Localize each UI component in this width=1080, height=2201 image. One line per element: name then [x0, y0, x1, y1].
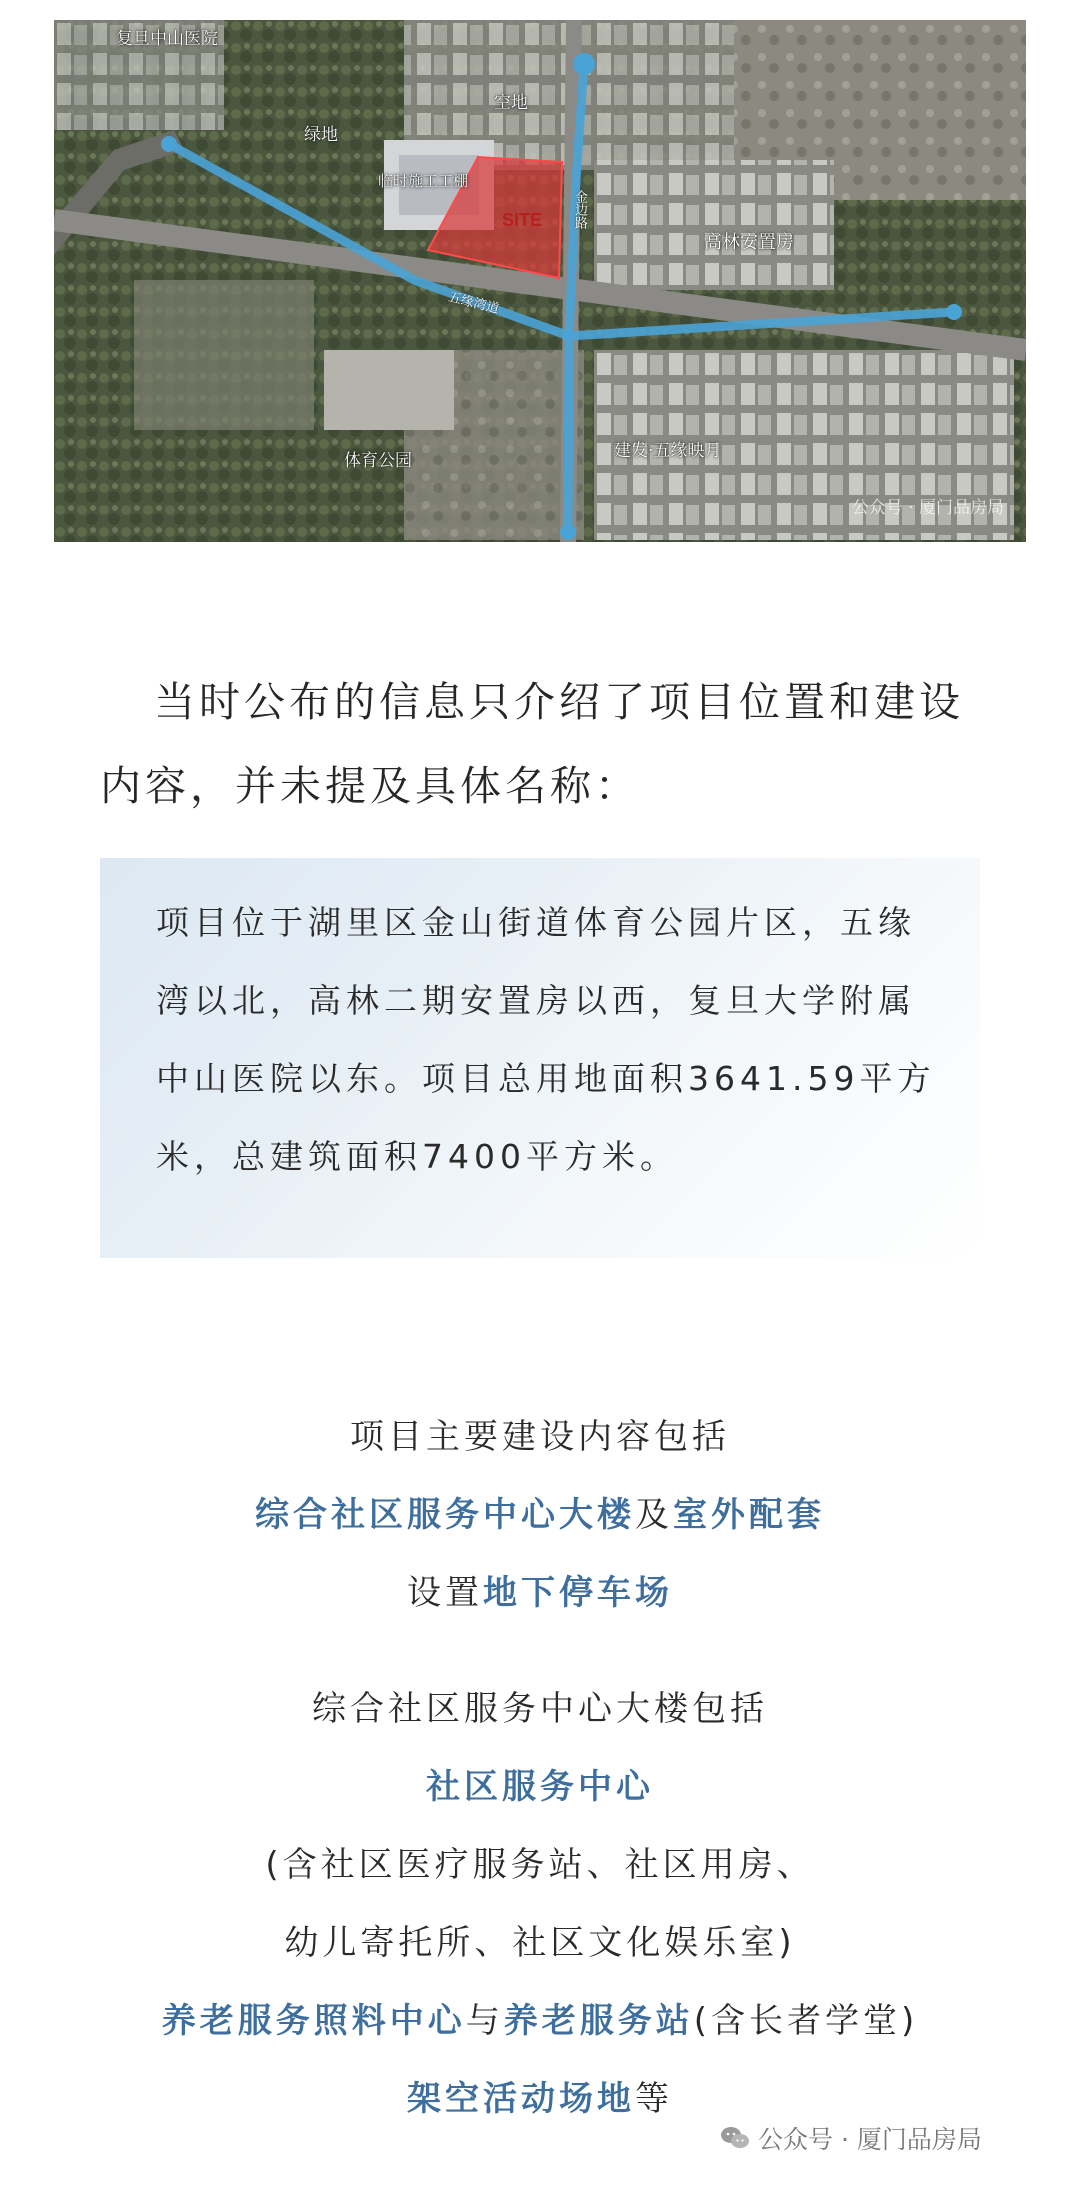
map-label-green-space: 绿地 — [304, 125, 338, 145]
quote-text: 项目位于湖里区金山街道体育公园片区，五缘湾以北，高林二期安置房以西，复旦大学附属中山医院以东。项目总用地面积3641.59平方米，总建筑面积7400平方米。 — [156, 903, 936, 1176]
map-label-site: SITE — [502, 210, 543, 230]
section1-line2 — [0, 1476, 1080, 1554]
satellite-map — [54, 20, 1026, 542]
highlight-community-center-building: 综合社区服务中心大楼 — [255, 1495, 635, 1535]
highlight-outdoor-facilities: 室外配套 — [673, 1495, 825, 1535]
map-label-sports-park: 体育公园 — [344, 451, 412, 471]
section2-line5 — [0, 1982, 1080, 2060]
footer-watermark-text: 公众号 · 厦门品房局 — [758, 2125, 982, 2154]
text-senior-school: (含长者学堂) — [693, 2001, 919, 2041]
section2-line4: 幼儿寄托所、社区文化娱乐室) — [284, 1923, 796, 1963]
section1-line3 — [0, 1554, 1080, 1632]
text-set-up: 设置 — [407, 1573, 483, 1613]
section2-line1: 综合社区服务中心大楼包括 — [312, 1689, 768, 1729]
info-quote-box — [100, 858, 980, 1258]
map-label-hospital: 复旦中山医院 — [116, 29, 218, 49]
map-label-jianfa: 建发·五缘映月 — [614, 441, 722, 461]
highlight-elevated-activity-space: 架空活动场地 — [407, 2079, 635, 2119]
text-and: 及 — [635, 1495, 673, 1535]
map-label-open-space: 空地 — [494, 93, 528, 113]
intro-text: 当时公布的信息只介绍了项目位置和建设内容，并未提及具体名称： — [100, 678, 964, 810]
map-label-wuyuan-road: 五缘湾道 — [446, 289, 501, 318]
highlight-community-service-center: 社区服务中心 — [426, 1767, 654, 1807]
footer-watermark — [720, 2120, 982, 2156]
map-label-temp-shed: 临时施工工棚 — [378, 172, 469, 190]
map-watermark: 公众号 · 厦门品房局 — [851, 498, 1004, 518]
section2-line3: (含社区医疗服务站、社区用房、 — [265, 1845, 815, 1885]
map-label-resettlement: 高林安置房 — [704, 232, 794, 253]
highlight-underground-parking: 地下停车场 — [483, 1573, 673, 1613]
highlight-elderly-service-station: 养老服务站 — [503, 2001, 694, 2041]
section1-line1: 项目主要建设内容包括 — [350, 1417, 730, 1457]
map-label-jinbian-road: 金边路 — [572, 190, 587, 229]
construction-content-section — [0, 1398, 1080, 1632]
building-content-section — [0, 1670, 1080, 2138]
text-etc: 等 — [635, 2079, 673, 2119]
wechat-icon — [720, 2125, 750, 2151]
text-with: 与 — [465, 2001, 504, 2041]
site-map-image — [54, 20, 1026, 542]
highlight-elderly-care-center: 养老服务照料中心 — [161, 2001, 466, 2041]
intro-paragraph — [100, 660, 990, 828]
